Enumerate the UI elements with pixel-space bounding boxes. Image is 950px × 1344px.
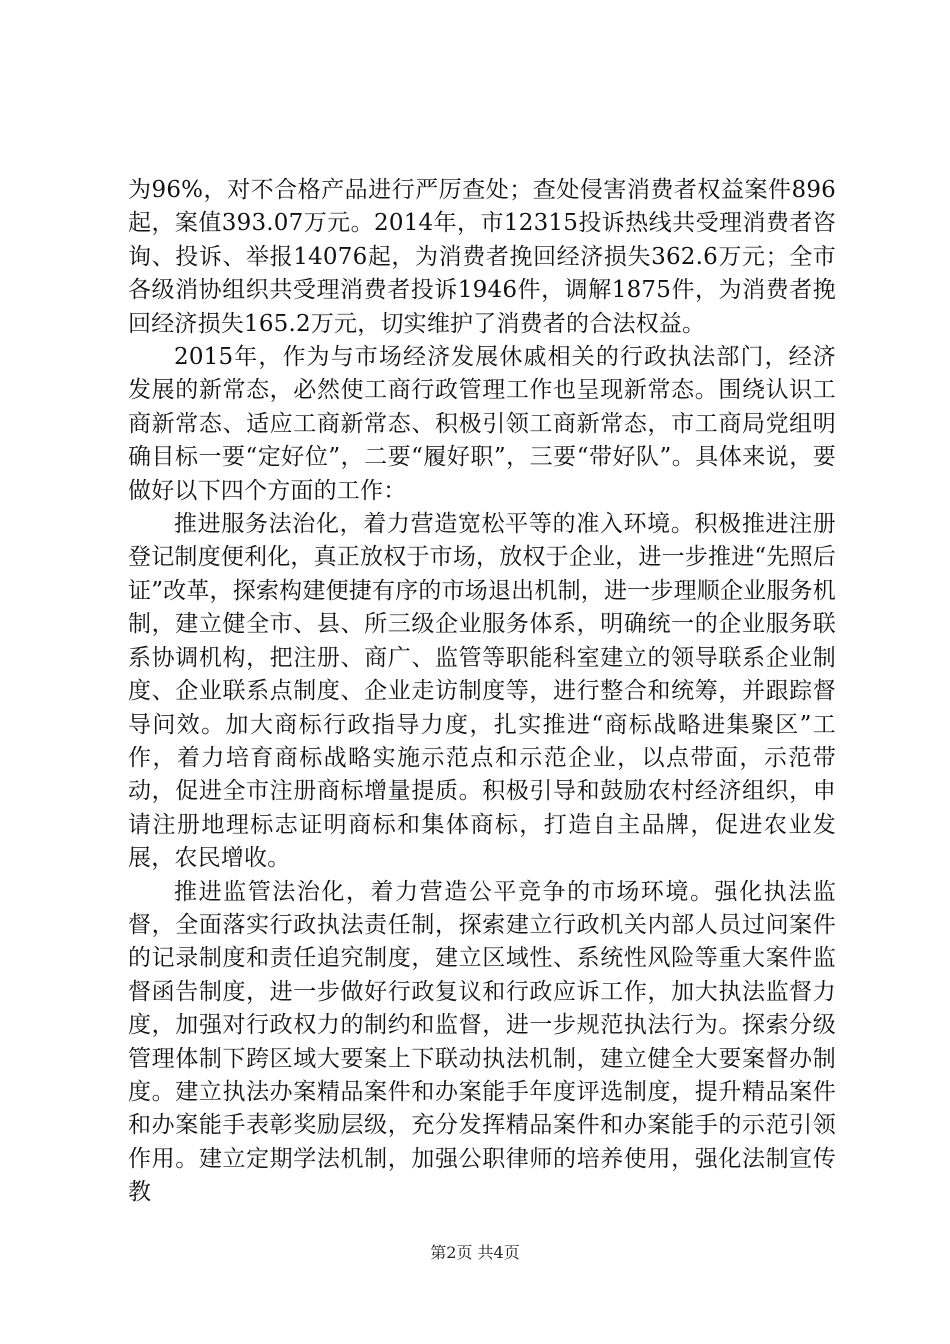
page-footer: 第2页 共4页 bbox=[430, 1243, 520, 1262]
paragraph-continuation: 为96%，对不合格产品进行严厉查处；查处侵害消费者权益案件896起，案值393.07万元。2014年，市12315投诉热线共受理消费者咨询、投诉、举报14076起，为消费者挽回经济损失362.6万元；全市各级消协组织共受理消费者投诉1946件，调解1875件，为消费者挽回经济损失165.2万元，切实维护了消费者的合法权益。 bbox=[128, 177, 836, 337]
paragraph-supervision-rule-of-law: 推进监管法治化，着力营造公平竞争的市场环境。强化执法监督，全面落实行政执法责任制，探索建立行政机关内部人员过问案件的记录制度和责任追究制度，建立区域性、系统性风险等重大案件监督函告制度，进一步做好行政复议和行政应诉工作，加大执法监督力度，加强对行政权力的制约和监督，进一步规范执法行为。探索分级管理体制下跨区域大要案上下联动执法机制，建立健全大要案督办制度。建立执法办案精品案件和办案能手年度评选制度，提升精品案件和办案能手表彰奖励层级，充分发挥精品案件和办案能手的示范引领作用。建立定期学法机制，加强公职律师的培养使用，强化法制宣传教 bbox=[128, 878, 836, 1206]
document-body bbox=[128, 174, 836, 1210]
paragraph-service-rule-of-law: 推进服务法治化，着力营造宽松平等的准入环境。积极推进注册登记制度便利化，真正放权于市场，放权于企业，进一步推进“先照后证”改革，探索构建便捷有序的市场退出机制，进一步理顺企业服务机制，建立健全市、县、所三级企业服务体系，明确统一的企业服务联系协调机构，把注册、商广、监管等职能科室建立的领导联系企业制度、企业联系点制度、企业走访制度等，进行整合和统筹，并跟踪督导问效。加大商标行政指导力度，扎实推进“商标战略进集聚区”工作，着力培育商标战略实施示范点和示范企业，以点带面，示范带动，促进全市注册商标增量提质。积极引导和鼓励农村经济组织，申请注册地理标志证明商标和集体商标，打造自主品牌，促进农业发展，农民增收。 bbox=[128, 511, 836, 872]
paragraph-2015-overview: 2015年，作为与市场经济发展休戚相关的行政执法部门，经济发展的新常态，必然使工商行政管理工作也呈现新常态。围绕认识工商新常态、适应工商新常态、积极引领工商新常态，市工商局党组明确目标一要“定好位”，二要“履好职”，三要“带好队”。具体来说，要做好以下四个方面的工作： bbox=[128, 344, 836, 504]
